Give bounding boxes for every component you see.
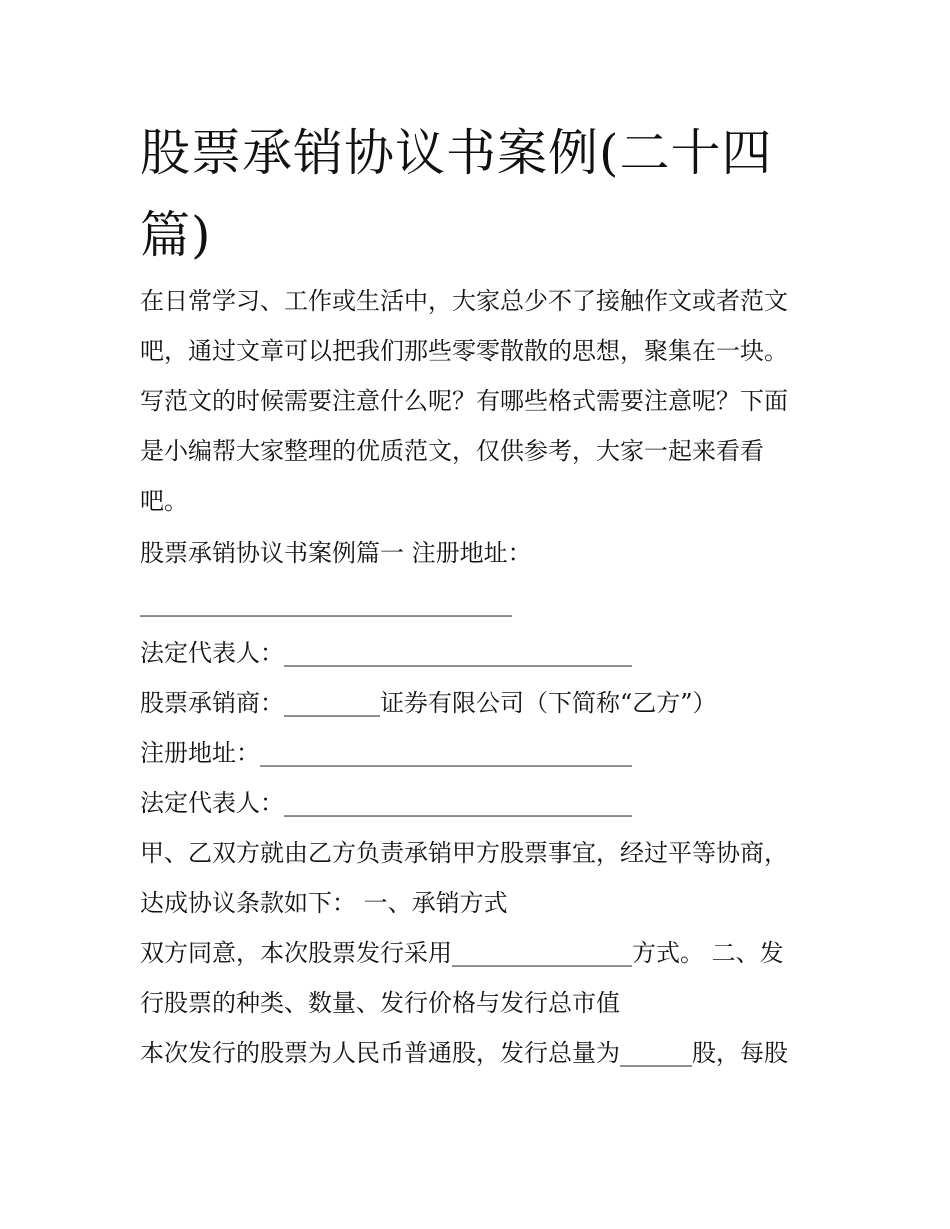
agreement-body bbox=[140, 528, 820, 1078]
page-title: 股票承销协议书案例(二十四篇) bbox=[140, 124, 773, 264]
section-heading-line: 股票承销协议书案例篇一 注册地址： bbox=[140, 539, 532, 567]
legal-rep-line: 法定代表人：_____________________________ bbox=[140, 639, 632, 667]
body-line: 本次发行的股票为人民币普通股，发行总量为______股，每股 bbox=[140, 1039, 788, 1067]
blank-line: _______________________________ bbox=[140, 589, 512, 617]
body-line: 达成协议条款如下： 一、承销方式 bbox=[140, 889, 508, 917]
intro-line: 吧，通过文章可以把我们那些零零散散的思想，聚集在一块。 bbox=[140, 337, 788, 365]
body-line: 双方同意，本次股票发行采用_______________方式。 二、发 bbox=[140, 939, 784, 967]
intro-line: 写范文的时候需要注意什么呢？有哪些格式需要注意呢？下面 bbox=[140, 387, 788, 415]
intro-paragraph bbox=[140, 276, 820, 526]
intro-line: 在日常学习、工作或生活中，大家总少不了接触作文或者范文 bbox=[140, 287, 788, 315]
body-line: 行股票的种类、数量、发行价格与发行总市值 bbox=[140, 989, 620, 1017]
intro-line: 是小编帮大家整理的优质范文，仅供参考，大家一起来看看 bbox=[140, 437, 764, 465]
address-line: 注册地址：_______________________________ bbox=[140, 739, 632, 767]
underwriter-line: 股票承销商：________证券有限公司（下简称“乙方”） bbox=[140, 689, 717, 717]
body-line: 甲、乙双方就由乙方负责承销甲方股票事宜，经过平等协商， bbox=[140, 839, 788, 867]
legal-rep-line-2: 法定代表人：_____________________________ bbox=[140, 789, 632, 817]
intro-line: 吧。 bbox=[140, 487, 188, 515]
